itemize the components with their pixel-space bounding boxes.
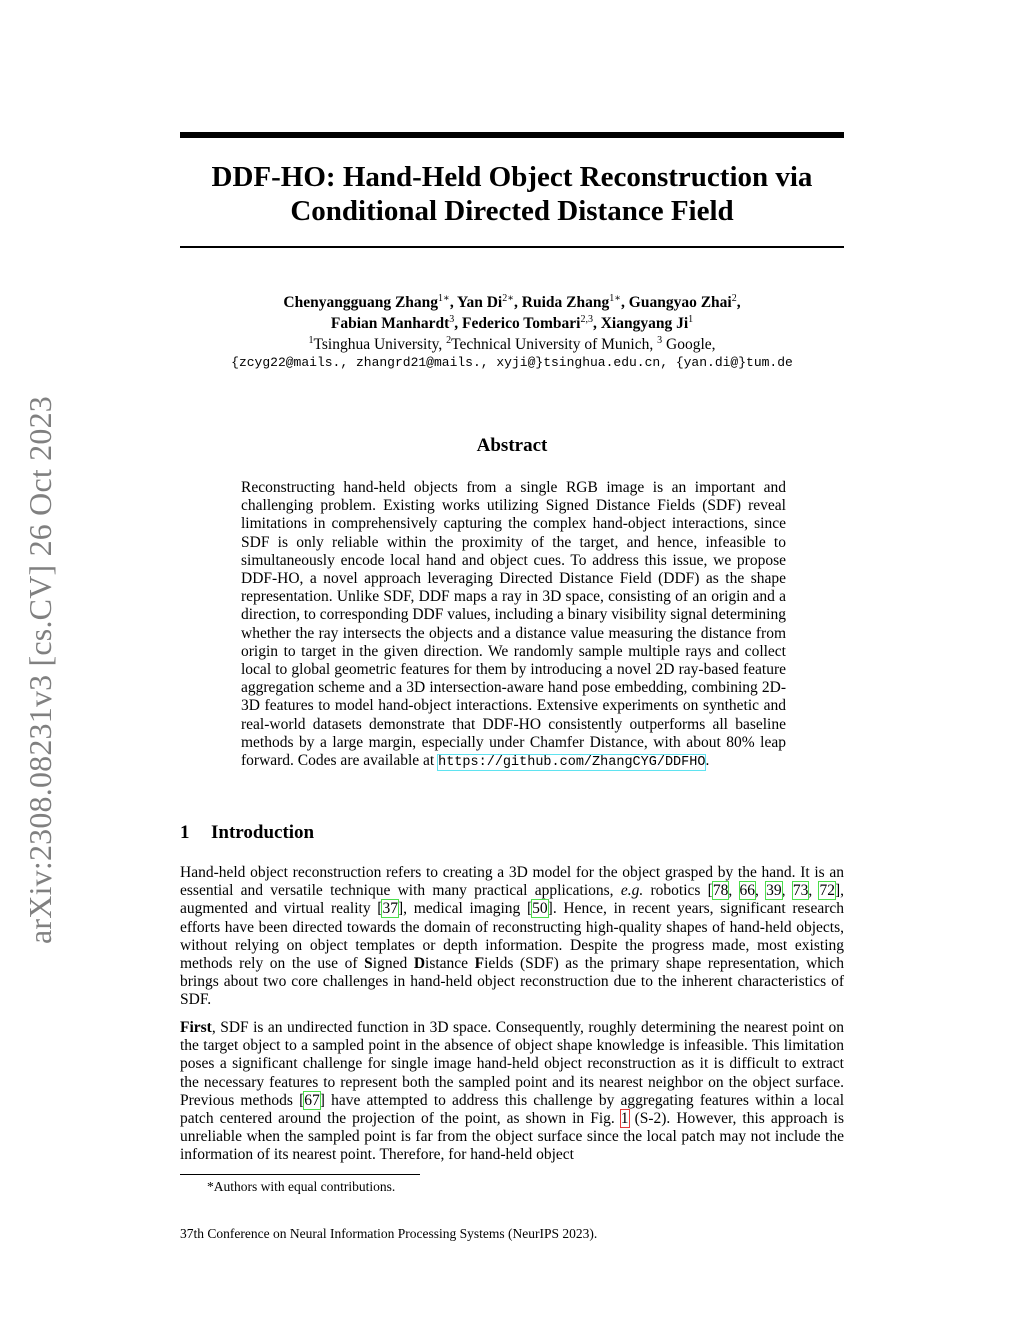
author-affil-sup: 2∗ [502, 293, 515, 304]
arxiv-identifier: arXiv:2308.08231v3 [cs.CV] 26 Oct 2023 [22, 396, 58, 944]
bold-letter: F [474, 955, 485, 973]
para-text: istance [425, 955, 475, 973]
abstract-text-end: . [705, 752, 710, 770]
abstract-body [241, 479, 786, 772]
author-separator: , [621, 294, 629, 311]
para-text: Hand-held object reconstruction refers to creating a 3D model for the object grasped by the hand. It is an essential and versatile technique with many practical applications, [180, 864, 844, 900]
citation-link[interactable]: 78 [712, 882, 729, 900]
affiliations-line [180, 334, 844, 355]
author-affil-sup: 1∗ [609, 293, 622, 304]
author-name: Chenyangguang Zhang [283, 294, 439, 311]
author-separator: , [514, 294, 522, 311]
affiliation-text: Technical University of Munich, [451, 336, 658, 353]
author-name: Yan Di [457, 294, 503, 311]
author-affil-sup: 3 [449, 314, 455, 325]
section-number: 1 [180, 822, 190, 843]
citation-link[interactable]: 39 [766, 882, 782, 900]
para-text: igned [372, 955, 414, 973]
para-text: ields (SDF) as the primary shape representation, which brings about two core challenges in hand-held object reconstruction due to the inherent characteristics of SDF. [180, 955, 844, 1009]
title-bottom-rule [180, 246, 844, 248]
abstract-heading: Abstract [476, 435, 548, 456]
author-affil-sup: 2,3 [580, 314, 593, 325]
footnote: *Authors with equal contributions. [207, 1179, 396, 1194]
affiliation-sup: 3 [657, 335, 663, 346]
code-url-link[interactable]: https://github.com/ZhangCYG/DDFHO [438, 755, 706, 771]
citation-link[interactable]: 66 [739, 882, 756, 900]
intro-paragraph-1: Hand-held object reconstruction refers to creating a 3D model for the object grasped by the hand. It is an essential and versatile technique with many practical applications, e.g. robotics [78, 66, 39, 73, 72], augmented and virtual reality [37], medical imaging [50]. Hence, in recent years, significant research efforts have been directed towards the domain of reconstructing high-quality shapes of hand-held objects, without relying on object templates or depth information. Despite the progress made, most existing methods rely on the use of Signed Distance Fields (SDF) as the primary shape representation, which brings about two core challenges in hand-held object reconstruction due to the inherent characteristics of SDF. [180, 864, 845, 1009]
author-affil-sup: 1 [688, 314, 694, 325]
citation-link[interactable]: 50 [532, 900, 548, 918]
citation-link[interactable]: 37 [382, 900, 398, 918]
author-separator: , [592, 315, 601, 332]
affiliation-text: Google, [662, 336, 716, 353]
affiliation-sup: 2 [446, 335, 452, 346]
bold-letter: D [413, 955, 426, 973]
author-separator: , [736, 294, 741, 311]
author-emails: {zcyg22@mails., zhangrd21@mails., xyji@}tsinghua.edu.cn, {yan.di@}tum.de [231, 355, 793, 370]
title-line-1: DDF-HO: Hand-Held Object Reconstruction via [211, 161, 813, 193]
para-lead-bold: First [180, 1019, 212, 1036]
citation-link[interactable]: 67 [304, 1091, 320, 1109]
footnote-rule [180, 1174, 420, 1175]
para-text: (S-2). However, this approach is unreliable when the sampled point is far from the object surface since the local patch may not include the information of its nearest point. Therefore, for hand-held object [180, 1110, 845, 1164]
author-separator: , [449, 294, 458, 311]
para-text: , SDF is an undirected function in 3D space. Consequently, roughly determining the nearest point on the target object to a sampled point in the absence of object shape knowledge is infeasible. This limitation poses a significant challenge for single image hand-held object reconstruction as it is difficult to extract the necessary features to represent both the sampled point and its nearest neighbor on the object surface. Previous methods [ [180, 1019, 844, 1109]
affiliation-text: Tsinghua University, [313, 336, 447, 353]
author-block [180, 292, 844, 355]
title-top-rule [180, 132, 844, 138]
para-text: ], medical imaging [ [397, 900, 533, 918]
abstract-text: Reconstructing hand-held objects from a single RGB image is an important and challenging problem. Existing works utilizing Signed Distance Fields (SDF) reveal limitations in comprehensively capturing the complex hand-object interactions, since SDF is only reliable within the proximity of the target, and hence, infeasible to simultaneously encode local hand and object cues. To address this issue, we propose DDF-HO, a novel approach leveraging Directed Distance Field (DDF) as the shape representation. Unlike SDF, DDF maps a ray in 3D space, consisting of an origin and a direction, to corresponding DDF values, including a binary visibility signal determining whether the ray intersects the objects and a distance value measuring the distance from origin to target in the given direction. We randomly sample multiple rays and collect local to global geometric features for them by introducing a novel 2D ray-based feature aggregation scheme and a 3D intersection-aware hand pose embedding, combining 2D-3D features to model hand-object interactions. Extensive experiments on synthetic and real-world datasets demonstrate that DDF-HO consistently outperforms all baseline methods by a large margin, especially under Chamfer Distance, with about 80% leap forward. Codes are available at [241, 479, 786, 770]
para-italic: e.g. [620, 882, 644, 900]
section-heading-introduction [180, 822, 314, 844]
paper-title [180, 160, 844, 228]
author-line-2 [180, 313, 844, 334]
author-separator: , [454, 315, 463, 332]
para-text: ]. Hence, in recent years, significant research efforts have been directed towards the domain of reconstructing high-quality shapes of hand-held objects, without relying on object templates or depth information. Despite the progress made, most existing methods rely on the use of [180, 900, 845, 973]
para-text: ] have attempted to address this challenge by aggregating features within a local patch centered around the projection of the point, as shown in Fig. [180, 1091, 844, 1128]
author-name: Xiangyang Ji [600, 315, 689, 332]
author-affil-sup: 2 [731, 293, 737, 304]
citation-link[interactable]: 72 [819, 882, 835, 900]
author-affil-sup: 1∗ [438, 293, 450, 304]
author-line-1 [180, 292, 844, 313]
para-text: ], augmented and virtual reality [ [180, 882, 845, 918]
citation-link[interactable]: 73 [792, 882, 809, 900]
affiliation-sup: 1 [308, 335, 314, 346]
title-line-2: Conditional Directed Distance Field [290, 195, 734, 227]
author-name: Fabian Manhardt [330, 315, 450, 332]
section-title: Introduction [211, 822, 315, 843]
author-name: Guangyao Zhai [628, 294, 732, 311]
author-name: Ruida Zhang [521, 294, 610, 311]
bold-letter: S [364, 955, 373, 973]
figure-ref-link[interactable]: 1 [620, 1110, 629, 1128]
para-text: robotics [ [643, 882, 713, 900]
intro-paragraph-2 [180, 1019, 844, 1165]
venue-note: 37th Conference on Neural Information Processing Systems (NeurIPS 2023). [180, 1226, 598, 1241]
author-name: Federico Tombari [462, 315, 581, 332]
